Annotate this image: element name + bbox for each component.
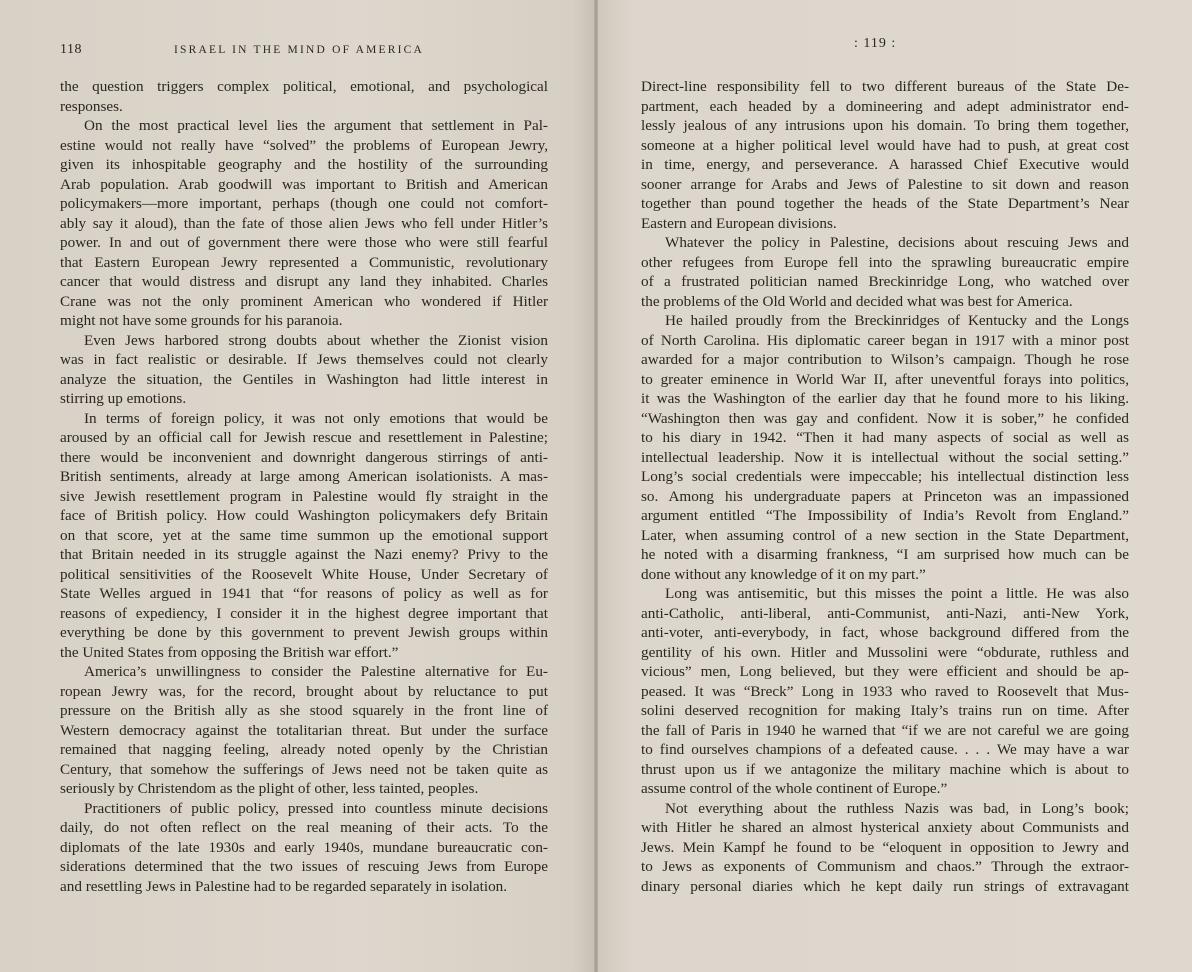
right-page-text <box>641 77 1129 896</box>
text-line: there would be inconvenient and downright dangerous stirrings of anti- <box>60 448 548 466</box>
text-line: other refugees from Europe fell into the sprawling bureaucratic empire <box>641 253 1129 271</box>
text-line: daily, do not often reflect on the real meaning of their acts. To the <box>60 819 548 836</box>
text-line: that Britain needed in its struggle against the Nazi enemy? Privy to the <box>60 546 548 563</box>
text-line: someone at a higher political level would have had to push, at great cost <box>641 136 1129 154</box>
text-line: In terms of foreign policy, it was not only emotions that would be <box>84 409 548 427</box>
text-line: lessly jealous of any intrusions upon his domain. To bring them together, <box>641 117 1129 134</box>
text-line: to find ourselves champions of a defeated cause. . . . We may have a war <box>641 741 1129 758</box>
text-line: Long was antisemitic, but this misses the point a little. He was also <box>665 585 1129 602</box>
text-line: he noted with a disarming frankness, “I am surprised how much can be <box>641 546 1129 563</box>
text-line: Later, when assuming control of a new section in the State Department, <box>641 526 1129 544</box>
text-line: policymakers—more important, perhaps (though one could not comfort- <box>60 195 548 212</box>
text-line: diplomats of the late 1930s and early 1940s, mundane bureaucratic con- <box>60 838 548 856</box>
text-line: the question triggers complex political, emotional, and psychological <box>60 78 548 95</box>
text-line: seriously by Christendom as the plight of other, less tainted, peoples. <box>60 780 479 797</box>
text-line: Whatever the policy in Palestine, decisions about rescuing Jews and <box>665 234 1129 251</box>
text-line: Crane was not the only prominent American who wondered if Hitler <box>60 292 548 310</box>
text-line: everything be done by this government to prevent Jewish groups within <box>60 624 548 641</box>
text-line: Arab population. Arab goodwill was important to British and American <box>60 175 548 193</box>
text-line: vicious” men, Long believed, but they were efficient and should be ap- <box>641 663 1129 680</box>
text-line: the problems of the Old World and decided what was best for America. <box>641 292 1073 310</box>
text-line: in time, energy, and perseverance. A harassed Chief Executive would <box>641 156 1129 173</box>
text-line: British sentiments, already at large among American isolationists. A mas- <box>60 468 548 485</box>
text-line: anti-Catholic, anti-liberal, anti-Communist, anti-Nazi, anti-New York, <box>641 604 1129 622</box>
text-line: Western democracy against the totalitarian threat. But under the surface <box>60 721 548 739</box>
text-line: partment, each headed by a domineering and adept administrator end- <box>641 97 1129 115</box>
text-line: anti-voter, anti-everybody, in fact, whose background differed from the <box>641 624 1129 641</box>
text-line: sive Jewish resettlement program in Palestine would fly straight in the <box>60 487 548 505</box>
right-page <box>596 0 1192 972</box>
text-line: “Washington then was gay and confident. Now it is sober,” he confided <box>641 409 1129 427</box>
text-line: He hailed proudly from the Breckinridges of Kentucky and the Longs <box>665 312 1129 329</box>
text-line: to Jews as exponents of Communism and chaos.” Through the extraor- <box>641 858 1129 875</box>
left-page-number: 118 <box>60 42 82 57</box>
text-line: to greater eminence in World War II, after uneventful forays into politics, <box>641 370 1129 388</box>
text-line: ably say it aloud), than the fate of those alien Jews who fell under Hitler’s <box>60 214 548 232</box>
text-line: sooner arrange for Arabs and Jews of Palestine to sit down and reason <box>641 175 1129 193</box>
text-line: Century, that somehow the sufferings of Jews need not be taken quite as <box>60 760 548 778</box>
text-line: given its inhospitable geography and the hostility of the surrounding <box>60 156 548 173</box>
text-line: peased. It was “Breck” Long in 1933 who raved to Roosevelt that Mus- <box>641 682 1129 700</box>
text-line: done without any knowledge of it on my part.” <box>641 565 926 583</box>
book-gutter <box>594 0 598 972</box>
text-line: Eastern and European divisions. <box>641 214 837 232</box>
text-line: analyze the situation, the Gentiles in Washington had little interest in <box>60 370 548 388</box>
text-line: power. In and out of government there were those who were still fearful <box>60 234 548 251</box>
text-line: reasons of expediency, I consider it in the highest degree important that <box>60 604 548 622</box>
text-line: was in fact realistic or desirable. If Jews themselves could not clearly <box>60 351 548 368</box>
text-line: argument entitled “The Impossibility of India’s Revolt from England.” <box>641 507 1129 524</box>
text-line: intellectual leadership. Now it is intellectual without the social setting.” <box>641 448 1129 466</box>
text-line: State Welles argued in 1941 that “for reasons of policy as well as for <box>60 585 548 602</box>
text-line: the United States from opposing the British war effort.” <box>60 643 399 661</box>
left-page-text <box>60 77 548 896</box>
text-line: on that score, yet at the same time summon up the emotional support <box>60 526 548 544</box>
text-line: responses. <box>60 97 123 115</box>
text-line: thrust upon us if we antagonize the military machine which is about to <box>641 760 1129 778</box>
text-line: assume control of the whole continent of Europe.” <box>641 780 948 797</box>
text-line: awarded for a major contribution to Wilson’s campaign. Though he rose <box>641 351 1129 368</box>
text-line: that Eastern European Jewry represented a Communistic, revolutionary <box>60 253 548 271</box>
text-line: cancer that would distress and disrupt any land they inhabited. Charles <box>60 273 548 290</box>
text-line: pressure on the British ally as she stood squarely in the front line of <box>60 702 548 719</box>
text-line: might not have some grounds for his paranoia. <box>60 312 343 329</box>
text-line: Long’s social credentials were impeccable; his intellectual distinction less <box>641 468 1129 485</box>
text-line: political sensitivities of the Roosevelt White House, Under Secretary of <box>60 565 548 583</box>
text-line: the fall of Paris in 1940 he warned that “if we are not careful we are going <box>641 721 1129 739</box>
text-line: aroused by an official call for Jewish rescue and resettlement in Palestine; <box>60 429 548 446</box>
text-line: estine would not really have “solved” the problems of European Jewry, <box>60 136 548 154</box>
text-line: and resettling Jews in Palestine had to be regarded separately in isolation. <box>60 877 508 895</box>
text-line: Even Jews harbored strong doubts about whether the Zionist vision <box>84 331 548 349</box>
right-page-number: : 119 : <box>854 36 897 51</box>
text-line: with Hitler he shared an almost hysterical anxiety about Communists and <box>641 819 1129 836</box>
text-line: so. Among his undergraduate papers at Princeton was an impassioned <box>641 487 1129 505</box>
running-head: ISRAEL IN THE MIND OF AMERICA <box>174 44 425 56</box>
text-line: together than pound together the heads of the State Department’s Near <box>641 195 1129 212</box>
text-line: dinary personal diaries which he kept daily run strings of extravagant <box>641 877 1129 895</box>
text-line: gentility of his own. Hitler and Mussolini were “obdurate, ruthless and <box>641 643 1129 661</box>
text-line: ropean Jewry was, for the record, brought about by reluctance to put <box>60 682 548 700</box>
text-line: siderations determined that the two issues of rescuing Jews from Europe <box>60 858 548 875</box>
text-line: to his diary in 1942. “Then it had many aspects of social as well as <box>641 429 1129 446</box>
text-line: face of British policy. How could Washington policymakers defy Britain <box>60 507 548 524</box>
text-line: of a frustrated politician named Breckinridge Long, who watched over <box>641 273 1129 290</box>
text-line: remained that nagging feeling, already noted openly by the Christian <box>60 741 548 758</box>
text-line: Jews. Mein Kampf he found to be “eloquent in opposition to Jewry and <box>641 838 1129 856</box>
text-line: Direct-line responsibility fell to two different bureaus of the State De- <box>641 78 1129 95</box>
text-line: stirring up emotions. <box>60 390 187 407</box>
text-line: solini deserved recognition for making Italy’s trains run on time. After <box>641 702 1129 719</box>
text-line: it was the Washington of the earlier day that he found more to his liking. <box>641 390 1129 407</box>
text-line: Practitioners of public policy, pressed into countless minute decisions <box>84 799 548 817</box>
text-line: America’s unwillingness to consider the Palestine alternative for Eu- <box>84 663 548 680</box>
text-line: On the most practical level lies the argument that settlement in Pal- <box>84 117 548 134</box>
text-line: of North Carolina. His diplomatic career began in 1917 with a minor post <box>641 331 1129 349</box>
text-line: Not everything about the ruthless Nazis was bad, in Long’s book; <box>665 799 1129 817</box>
